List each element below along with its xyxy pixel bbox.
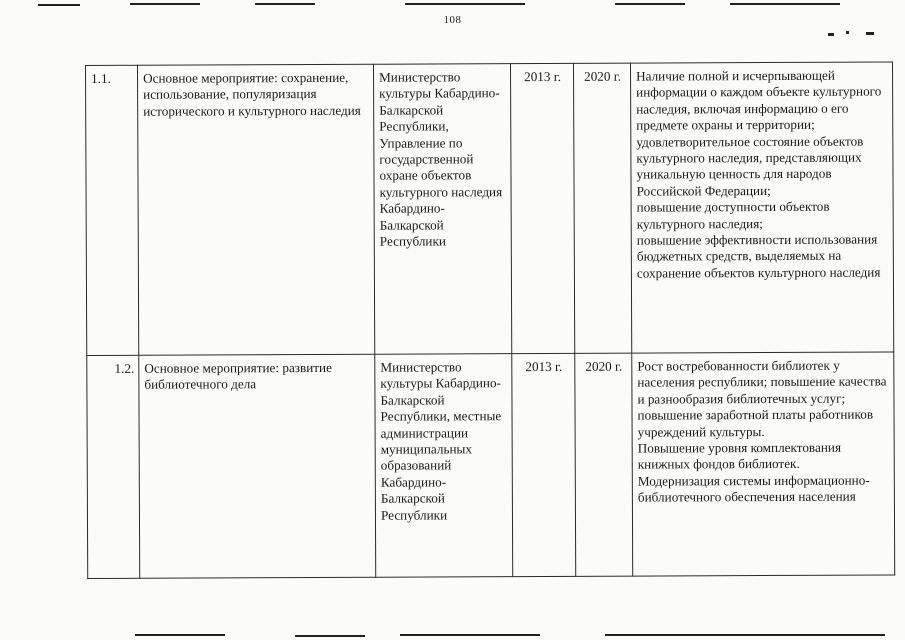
scan-mark-top-4 [405,3,525,5]
scan-mark-top-6 [730,3,840,5]
event-title: Основное мероприятие: развитие библиотечного дела [139,354,376,578]
scan-mark-top-3 [255,3,315,5]
row-number: 1.1. [86,65,139,355]
scan-mark-bottom-1 [135,634,225,636]
responsible-executor: Министерство культуры Кабардино-Балкарской Республики, местные администрации муниципальных образований Кабардино-Балкарской Республики [375,354,513,578]
table-row [86,62,894,356]
scan-mark-bottom-4 [605,634,885,636]
table-container [85,61,894,580]
start-year: 2013 г. [510,63,574,353]
responsible-executor: Министерство культуры Кабардино-Балкарской Республики, Управление по государственной охране объектов культурного наследия Кабардино-Балкарской Республики [373,64,511,355]
event-title: Основное мероприятие: сохранение, использование, популяризация исторического и культурного наследия [138,64,375,355]
row-number: 1.2. [87,355,140,578]
scan-speck-1 [828,33,834,36]
expected-results [632,352,895,576]
scan-mark-top-2 [130,3,200,5]
start-year: 2013 г. [512,353,576,576]
results-text: Рост востребованности библиотек у населения республики; повышение качества и разнообразия библиотечных услуг; повышение заработной платы работников учреждений культуры. Повышение уровня комплектования книжных фондов библиотек. Модернизация системы информационно-библиотечного обеспечения населения [637,357,887,505]
end-year: 2020 г. [573,63,631,353]
scan-mark-bottom-3 [400,634,540,636]
scan-mark-bottom-2 [295,635,365,637]
scan-mark-top-1 [38,4,80,6]
measures-table [85,61,895,579]
end-year: 2020 г. [575,353,633,576]
results-text: Наличие полной и исчерпывающей информации о каждом объекте культурного наследия, включая информацию о его предмете охраны и территории; удовлетворительное состояние объектов культурного наследия, представляющих уникальную ценность для народов Российской Федерации; повышение доступности объектов культурного наследия; повышение эффективности использования бюджетных средств, выделяемых на сохранение объектов культурного наследия [636,67,882,281]
scan-speck-3 [866,32,874,35]
page-number: 108 [443,14,462,26]
scan-mark-top-5 [615,3,685,5]
scan-speck-2 [846,31,849,34]
table-row [87,352,895,579]
expected-results [630,62,893,353]
